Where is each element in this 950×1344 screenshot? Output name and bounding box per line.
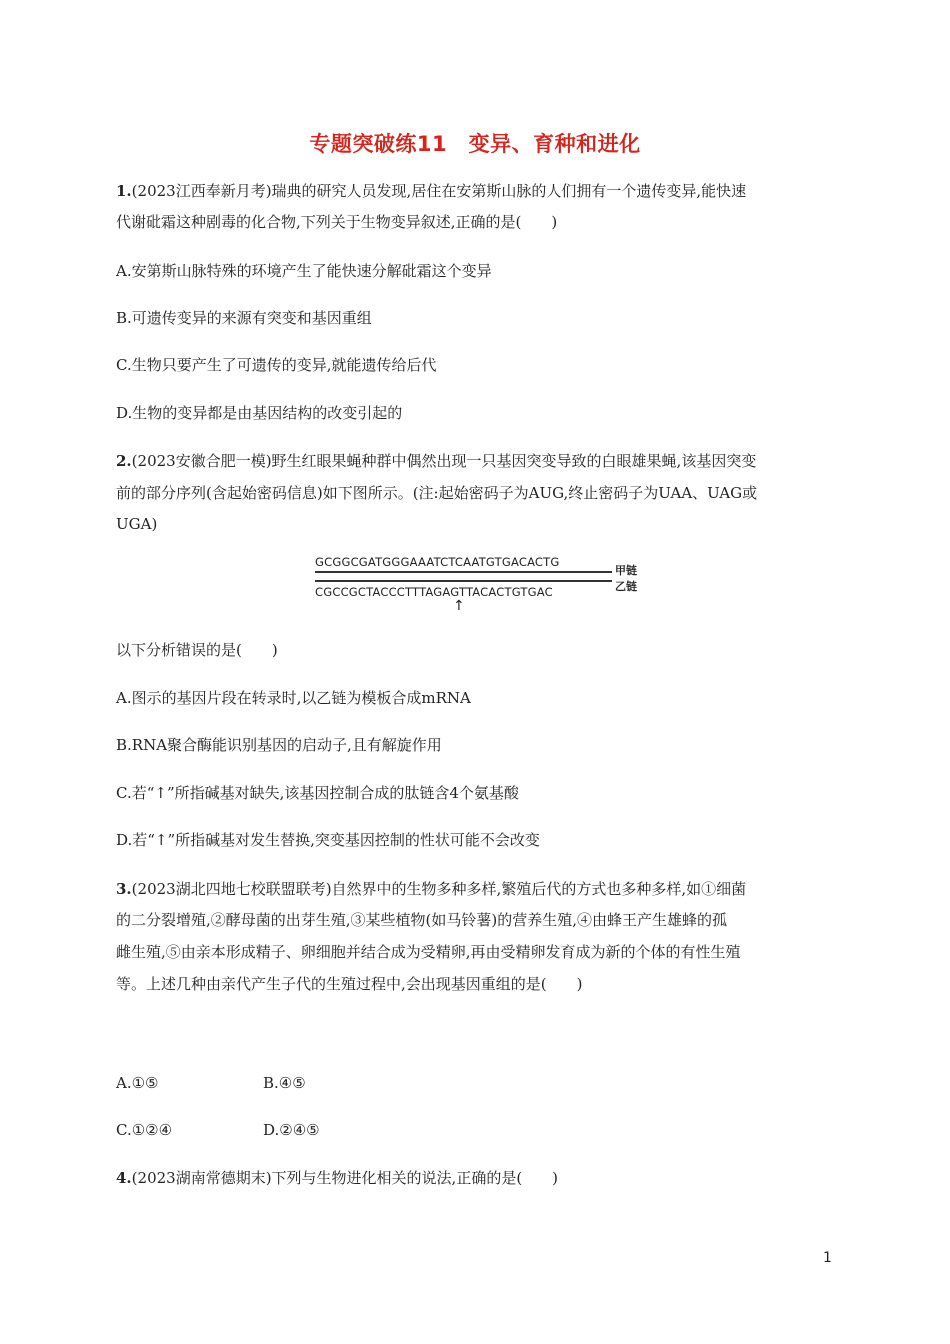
question-2-option-a[interactable]: A.图示的基因片段在转录时,以乙链为模板合成mRNA [116,689,471,707]
question-4-text: (2023湖南常德期末)下列与生物进化相关的说法,正确的是( ) [131,1169,559,1187]
question-2-number: 2. [116,452,132,470]
question-3-text: (2023湖北四地七校联盟联考)自然界中的生物多种多样,繁殖后代的方式也多种多样,如①细菌 [131,880,747,898]
question-3-number: 3. [116,880,132,898]
question-1-line-2: 代谢砒霜这种剧毒的化合物,下列关于生物变异叙述,正确的是( ) [116,213,558,231]
question-3-option-b[interactable]: B.④⑤ [263,1074,306,1092]
question-1-option-b[interactable]: B.可遗传变异的来源有突变和基因重组 [116,309,372,327]
question-3-line-2: 的二分裂增殖,②酵母菌的出芽生殖,③某些植物(如马铃薯)的营养生殖,④由蜂王产生雄蜂的孤 [116,911,728,929]
strand-jia-sequence: GCGGCGATGGGAAATCTCAATGTGACACTG [315,555,560,569]
question-1-line-1 [116,181,746,201]
question-2-line-2: 前的部分序列(含起始密码信息)如下图所示。(注:起始密码子为AUG,终止密码子为UAA、UAG或 [116,484,758,502]
question-1-option-c[interactable]: C.生物只要产生了可遗传的变异,就能遗传给后代 [116,356,437,374]
question-3-option-a[interactable]: A.①⑤ [116,1074,159,1092]
strand-yi-label: 乙链 [615,580,637,593]
question-2-text: (2023安徽合肥一模)野生红眼果蝇种群中偶然出现一只基因突变导致的白眼雄果蝇,该基因突变 [131,452,757,470]
strand-jia-line [315,571,612,573]
strand-yi-sequence: CGCCGCTACCCTTTAGAGTTACACTGTGAC [315,585,553,599]
strand-jia-label: 甲链 [615,564,637,577]
question-3-option-c[interactable]: C.①②④ [116,1121,173,1139]
question-3-line-4: 等。上述几种由亲代产生子代的生殖过程中,会出现基因重组的是( ) [116,975,583,993]
question-4-number: 4. [116,1169,132,1187]
page-title: 专题突破练11 变异、育种和进化 [309,132,641,156]
question-4-line-1 [116,1168,558,1188]
question-2-prompt: 以下分析错误的是( ) [116,641,278,659]
question-2-option-d[interactable]: D.若“↑”所指碱基对发生替换,突变基因控制的性状可能不会改变 [116,831,540,849]
question-2-line-3: UGA) [116,515,158,533]
dna-sequence-figure [310,552,650,622]
question-3-line-3: 雌生殖,⑤由亲本形成精子、卵细胞并结合成为受精卵,再由受精卵发育成为新的个体的有性生殖 [116,943,741,961]
mutation-arrow-icon: ↑ [453,598,465,614]
strand-yi-line [315,580,612,582]
question-2-line-1 [116,451,756,471]
question-1-option-a[interactable]: A.安第斯山脉特殊的环境产生了能快速分解砒霜这个变异 [116,262,492,280]
page-number: 1 [823,1250,832,1266]
question-3-option-d[interactable]: D.②④⑤ [263,1121,320,1139]
question-2-option-b[interactable]: B.RNA聚合酶能识别基因的启动子,且有解旋作用 [116,736,442,754]
question-3-line-1 [116,879,746,899]
question-1-text: (2023江西奉新月考)瑞典的研究人员发现,居住在安第斯山脉的人们拥有一个遗传变异,能快速 [131,182,747,200]
question-2-option-c[interactable]: C.若“↑”所指碱基对缺失,该基因控制合成的肽链含4个氨基酸 [116,784,519,802]
question-1-option-d[interactable]: D.生物的变异都是由基因结构的改变引起的 [116,404,403,422]
question-1-number: 1. [116,182,132,200]
